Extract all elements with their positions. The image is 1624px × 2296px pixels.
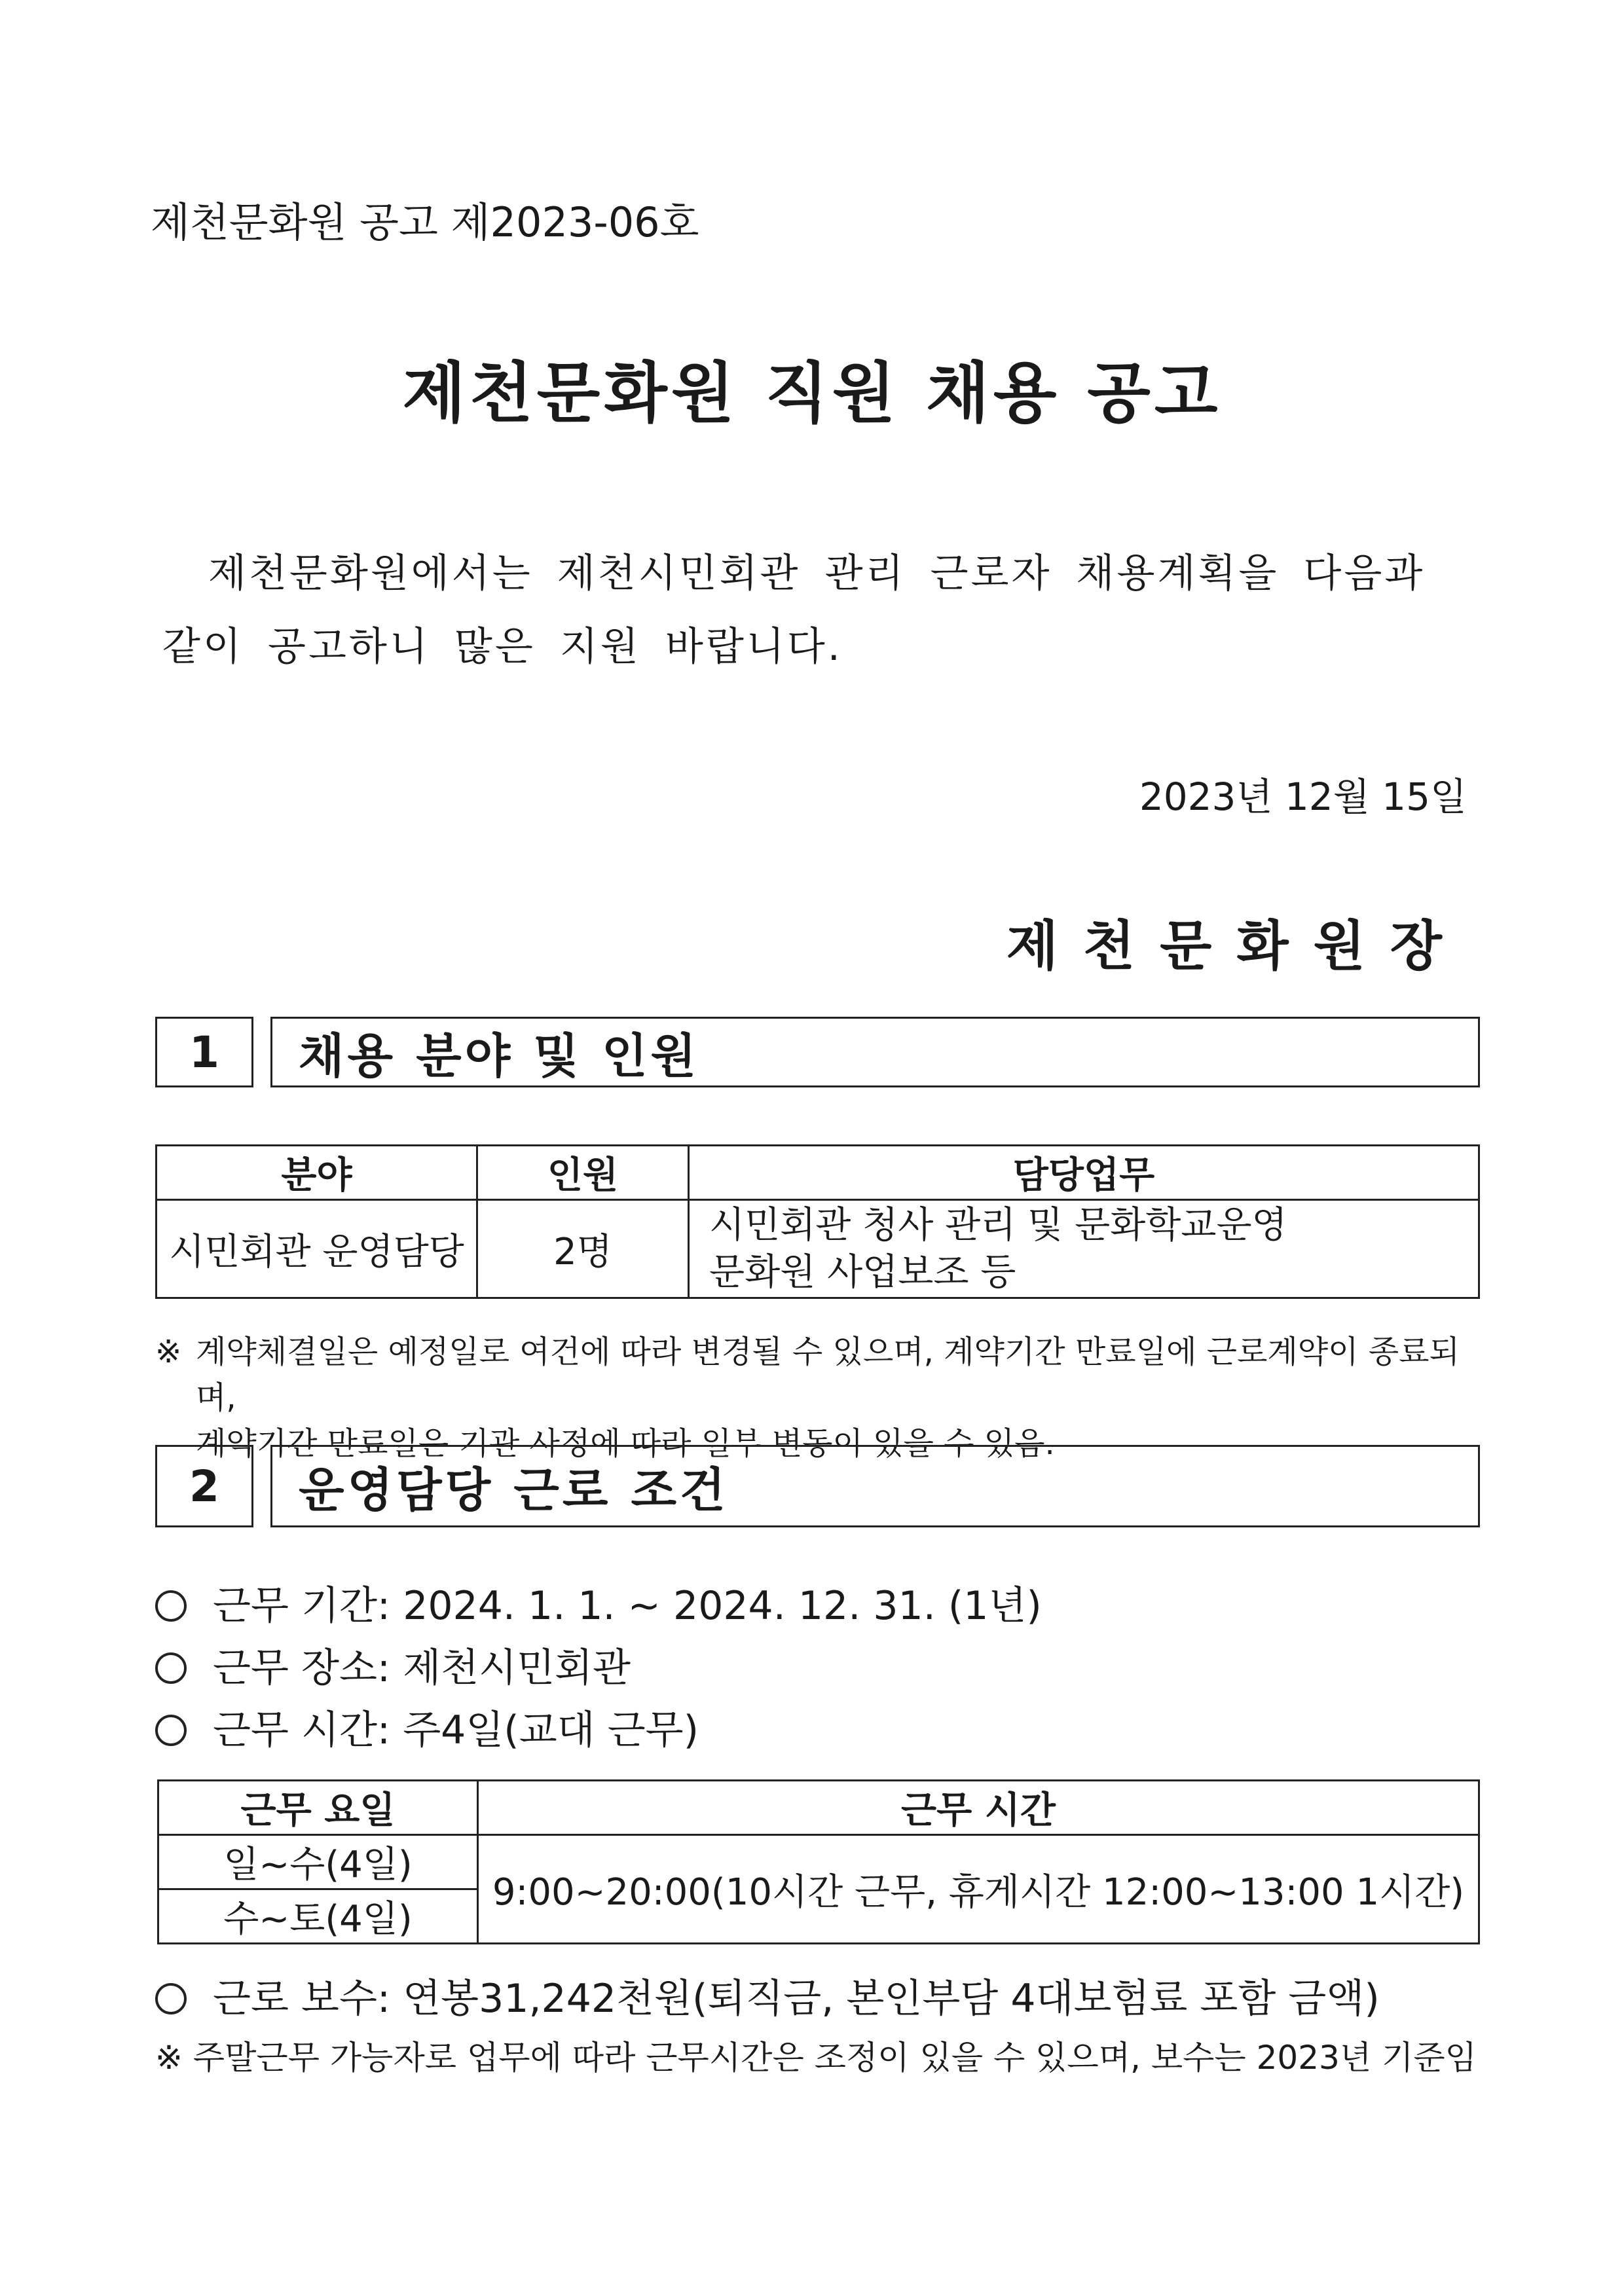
duty-line-1: 시민회관 청사 관리 및 문화학교운영	[709, 1203, 1287, 1247]
circle-bullet-icon	[155, 1715, 187, 1746]
footnote: ※ 주말근무 가능자로 업무에 따라 근무시간은 조정이 있을 수 있으며, 보수는 2023년 기준임	[155, 2039, 1477, 2077]
condition-location	[155, 1637, 631, 1693]
cell-days-1: 일~수(4일)	[158, 1835, 478, 1889]
circle-bullet-icon	[155, 1590, 187, 1622]
header-field: 분야	[157, 1146, 477, 1200]
document-title: 제천문화원 직원 채용 공고	[402, 355, 1222, 431]
section-2-number: 2	[155, 1445, 253, 1527]
signer: 제천문화원장	[1006, 915, 1467, 977]
notice-number: 제천문화원 공고 제2023-06호	[151, 198, 699, 246]
condition-pay-text: 근로 보수: 연봉31,242천원(퇴직금, 본인부담 4대보험료 포함 금액)	[213, 1976, 1380, 2022]
cell-days-2: 수~토(4일)	[158, 1889, 478, 1944]
intro-paragraph: 제천문화원에서는 제천시민회관 관리 근로자 채용계획을 다음과 같이 공고하니 많은 지원 바랍니다.	[162, 551, 1426, 670]
cell-field: 시민회관 운영담당	[157, 1200, 477, 1298]
schedule-table	[157, 1779, 1480, 1944]
condition-hours	[155, 1699, 699, 1755]
cell-count: 2명	[477, 1200, 689, 1298]
section-2-title: 운영담당 근로 조건	[270, 1445, 1480, 1527]
condition-period-text: 근무 기간: 2024. 1. 1. ~ 2024. 12. 31. (1년)	[213, 1583, 1042, 1629]
circle-bullet-icon	[155, 1652, 187, 1684]
note-line-1: 계약체결일은 예정일로 여건에 따라 변경될 수 있으며, 계약기간 만료일에 근로계약이 종료되며,	[196, 1334, 1460, 1416]
note-mark: ※	[155, 1334, 182, 1370]
note-line-2: 계약기간 만료일은 기관 사정에 따라 일부 변동이 있을 수 있음.	[196, 1425, 1055, 1462]
header-work-hours: 근무 시간	[478, 1781, 1479, 1835]
cell-work-hours: 9:00~20:00(10시간 근무, 휴게시간 12:00~13:00 1시간)	[478, 1835, 1479, 1944]
condition-location-text: 근무 장소: 제천시민회관	[213, 1645, 631, 1691]
section-1-number: 1	[155, 1017, 253, 1087]
circle-bullet-icon	[155, 1983, 187, 2014]
duty-line-2: 문화원 사업보조 등	[709, 1250, 1016, 1294]
header-duties: 담당업무	[689, 1146, 1479, 1200]
notice-date: 2023년 12월 15일	[1139, 774, 1467, 819]
condition-period	[155, 1575, 1042, 1631]
cell-duties	[689, 1200, 1479, 1298]
header-count: 인원	[477, 1146, 689, 1200]
recruitment-table	[155, 1144, 1480, 1299]
section-1-title: 채용 분야 및 인원	[270, 1017, 1480, 1087]
header-work-days: 근무 요일	[158, 1781, 478, 1835]
condition-hours-text: 근무 시간: 주4일(교대 근무)	[213, 1707, 699, 1753]
condition-pay	[155, 1967, 1380, 2024]
